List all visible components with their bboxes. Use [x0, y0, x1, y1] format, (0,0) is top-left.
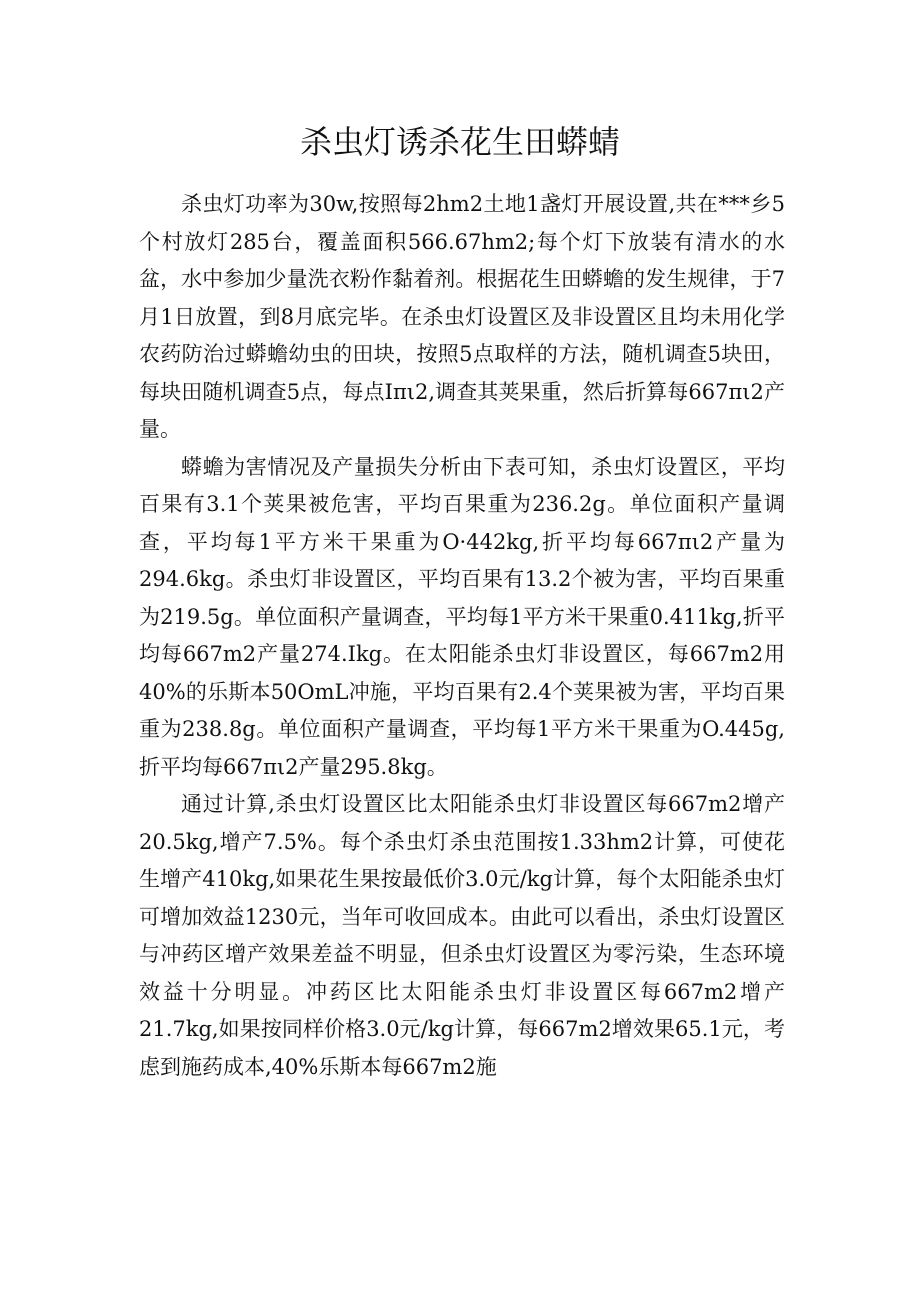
paragraph-1: 杀虫灯功率为30w,按照每2hm2土地1盏灯开展设置,共在***乡5个村放灯285台，覆盖面积566.67hm2;每个灯下放装有清水的水盆，水中参加少量洗衣粉作黏着剂。根据花生田蟒蟾的发生规律，于7月1日放置，到8月底完毕。在杀虫灯设置区及非设置区且均未用化学农药防治过蟒蟾幼虫的田块，按照5点取样的方法，随机调查5块田，每块田随机调查5点，每点Iπι2,调查其荚果重，然后折算每667πι2产量。	[139, 192, 785, 441]
paragraph-2: 蟒蟾为害情况及产量损失分析由下表可知，杀虫灯设置区，平均百果有3.1个荚果被危害，平均百果重为236.2g。单位面积产量调查，平均每1平方米干果重为O·442kg,折平均每667πι2产量为294.6kg。杀虫灯非设置区，平均百果有13.2个被为害，平均百果重为219.5g。单位面积产量调查，平均每1平方米干果重0.411kg,折平均每667m2产量274.Ikg。在太阳能杀虫灯非设置区，每667m2用40%的乐斯本50OmL冲施，平均百果有2.4个荚果被为害，平均百果重为238.8g。单位面积产量调查，平均每1平方米干果重为O.445g,折平均每667πι2产量295.8kg。	[139, 454, 785, 779]
document-body	[139, 186, 785, 1086]
paragraph-3: 通过计算,杀虫灯设置区比太阳能杀虫灯非设置区每667m2增产20.5kg,增产7.5%。每个杀虫灯杀虫范围按1.33hm2计算，可使花生增产410kg,如果花生果按最低价3.0元/kg计算，每个太阳能杀虫灯可增加效益1230元，当年可收回成本。由此可以看出，杀虫灯设置区与冲药区增产效果差益不明显，但杀虫灯设置区为零污染，生态环境效益十分明显。冲药区比太阳能杀虫灯非设置区每667m2增产21.7kg,如果按同样价格3.0元/kg计算，每667m2增效果65.1元，考虑到施药成本,40%乐斯本每667m2施	[139, 792, 785, 1079]
document-title: 杀虫灯诱杀花生田蟒蜻	[299, 123, 620, 161]
